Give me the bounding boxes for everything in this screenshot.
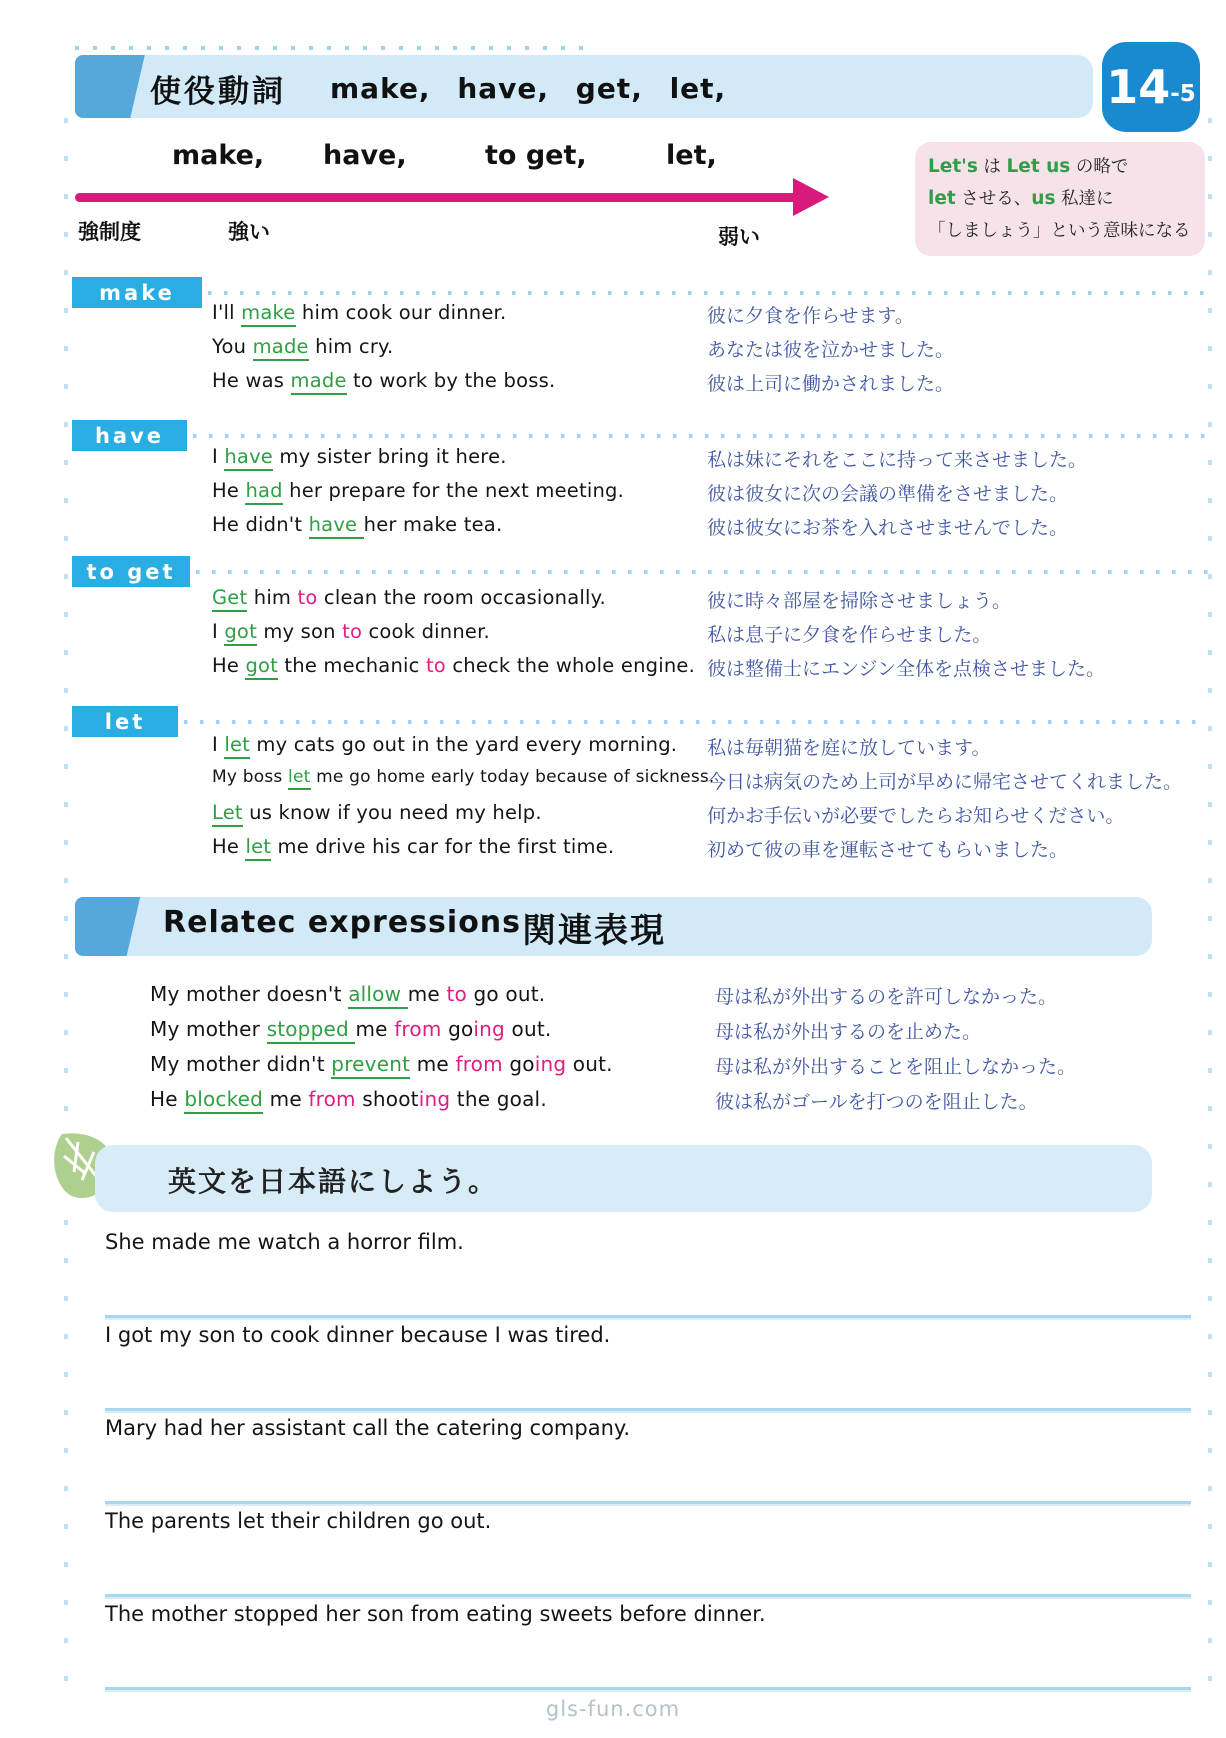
answer-line [105,1501,1191,1504]
sentence-text: He [212,654,246,677]
sentence-text: my son [256,620,343,643]
sentence-text: My mother [150,1017,267,1041]
lesson-number-badge [1102,42,1200,132]
sentence-text: me go home early today because of sickness. [310,767,715,787]
section-dotted-line [208,291,1208,295]
strong-label: 強い [228,220,270,244]
sentence-text: You [212,335,253,358]
section-label-make: make [72,277,202,308]
lesson-number-sub: -5 [1170,81,1196,107]
sentence-text: clean the room occasionally. [317,586,606,609]
site-footer: gls-fun.com [545,1697,681,1721]
keyword-green: got [224,620,257,646]
sentence-text: My mother doesn't [150,982,349,1006]
sentence-ja: 母は私が外出するのを止めた。 [715,1021,982,1043]
exercise-sentence: Mary had her assistant call the catering company. [105,1416,631,1440]
weak-label: 弱い [718,225,760,249]
keyword-pink: ing [473,1017,505,1041]
answer-line [105,1687,1191,1690]
keyword-green: Let's [928,156,978,177]
sentence-text: I [212,620,225,643]
sentence-text: He [212,479,246,502]
sentence-ja: 何かお手伝いが必要でしたらお知らせください。 [707,805,1125,827]
keyword-green: let [288,767,310,790]
top-dotted-border [75,46,587,50]
keyword-pink: to [446,982,467,1006]
sentence-en [150,1087,547,1111]
sentence-ja: 私は毎朝猫を庭に放しています。 [707,737,991,759]
exercise-sentence: The mother stopped her son from eating sweets before dinner. [105,1602,766,1626]
sentence-text: my cats go out in the yard every morning. [250,733,678,756]
section-label-let: let [72,706,178,737]
related-title-en: Relatec expressions [163,905,522,940]
sentence-ja: 彼は私がゴールを打つのを阻止した。 [715,1091,1038,1113]
sentence-text: He was [212,369,291,392]
sentence-text: out. [504,1017,552,1041]
strength-arrow [75,193,799,202]
keyword-pink: to [342,620,363,643]
sentence-text: He [212,835,246,858]
section-label-to-get: to get [72,556,190,587]
sentence-text: 「しましょう」という意味になる [928,221,1191,241]
keyword-green: let [928,188,956,209]
related-banner-corner [75,897,141,956]
sentence-en [212,586,606,609]
keyword-green: had [245,479,282,505]
keyword-green: prevent [331,1052,410,1079]
sentence-text: の略で [1070,157,1129,177]
sentence-text: My boss [212,767,289,787]
sentence-ja: 今日は病気のため上司が早めに帰宅させてくれました。 [707,771,1183,793]
keyword-pink: ing [418,1087,451,1111]
sentence-ja: 母は私が外出することを阻止しなかった。 [715,1056,1077,1078]
sentence-text: to work by the boss. [346,369,556,392]
keyword-green: let [245,835,271,861]
sentence-text: go [502,1052,535,1076]
sentence-text: go [441,1017,474,1041]
note-line [928,183,1192,215]
sentence-en [212,301,506,324]
sentence-text: He [150,1087,185,1111]
sentence-en [212,620,490,643]
sentence-en [212,733,677,756]
keyword-green: make [241,301,295,327]
note-line [928,215,1192,247]
keyword-green: got [245,654,278,680]
keyword-pink: from [308,1087,356,1111]
lesson-number: 14 [1106,60,1171,114]
keyword-green: blocked [184,1087,263,1114]
answer-line [105,1408,1191,1411]
sentence-text: me [410,1052,456,1076]
sentence-en [212,767,715,787]
sentence-text: 私達に [1055,189,1114,209]
sentence-text: は [977,157,1007,177]
sentence-text: go out. [466,982,546,1006]
sentence-text: me [407,982,447,1006]
sentence-ja: 私は息子に夕食を作らせました。 [707,624,992,646]
sentence-text: My mother didn't [150,1052,332,1076]
sentence-text: out. [566,1052,613,1076]
sentence-text: him cook our dinner. [295,301,507,324]
sentence-en [212,654,695,677]
sentence-en [212,369,555,392]
sentence-en [150,982,545,1006]
sentence-text: I'll [212,301,242,324]
scale-word: to get, [485,140,587,171]
sentence-text: her prepare for the next meeting. [282,479,625,502]
keyword-green: allow [348,982,408,1009]
scale-word: make, [172,140,265,171]
keyword-green: have [309,513,364,539]
sentence-text: the goal. [450,1087,547,1111]
section-label-have: have [72,420,187,451]
sentence-ja: 母は私が外出するのを許可しなかった。 [715,986,1058,1008]
answer-line [105,1594,1191,1597]
strength-arrow-head [793,178,829,216]
sentence-text: I [212,445,225,468]
keyword-green: Let us [1006,156,1071,177]
lets-note-box [915,142,1205,256]
sentence-text: cook dinner. [362,620,490,643]
sentence-text: check the whole engine. [445,654,695,677]
sentence-ja: 初めて彼の車を運転させてもらいました。 [707,839,1069,861]
sentence-text: my sister bring it here. [273,445,507,468]
exercise-title: 英文を日本語にしよう。 [168,1165,499,1198]
right-dotted-border [1208,118,1212,1698]
sentence-ja: あなたは彼を泣かせました。 [707,339,955,361]
exercise-sentence: The parents let their children go out. [105,1509,492,1533]
keyword-green: let [224,733,250,759]
scale-word: have, [323,140,407,171]
sentence-text: him [247,586,298,609]
sentence-text: us know if you need my help. [242,801,542,824]
sentence-text: shoot [355,1087,419,1111]
related-title-ja: 関連表現 [522,911,666,951]
sentence-text: her make tea. [363,513,503,536]
sentence-text: させる、 [955,189,1032,209]
sentence-en [212,801,542,824]
sentence-text: him cry. [308,335,394,358]
keyword-pink: ing [534,1052,567,1076]
sentence-text: I [212,733,225,756]
sentence-en [212,513,502,536]
sentence-text: me [263,1087,309,1111]
sentence-ja: 私は妹にそれをここに持って来させました。 [707,449,1088,471]
sentence-ja: 彼は整備士にエンジン全体を点検させました。 [707,658,1106,680]
exercise-sentence: She made me watch a horror film. [105,1230,464,1254]
sentence-en [150,1052,613,1076]
keyword-pink: from [455,1052,503,1076]
keyword-green: us [1031,188,1056,209]
sentence-text: He didn't [212,513,309,536]
sentence-en [212,335,393,358]
keyword-green: made [253,335,309,361]
header-banner-corner [75,55,146,118]
sentence-ja: 彼に夕食を作らせます。 [707,305,914,327]
sentence-en [150,1017,551,1041]
section-dotted-line [196,570,1208,574]
answer-line [105,1315,1191,1318]
page-title-en: make, have, get, let, [330,72,727,105]
sentence-ja: 彼は上司に働かされました。 [707,373,955,395]
sentence-en [212,445,507,468]
keyword-green: Let [212,801,243,827]
sentence-ja: 彼に時々部屋を掃除させましょう。 [707,590,1012,612]
page-title-ja: 使役動詞 [150,74,286,110]
exercise-sentence: I got my son to cook dinner because I was tired. [105,1323,611,1347]
sentence-en [212,835,614,858]
keyword-pink: to [425,654,446,677]
keyword-green: made [291,369,347,395]
sentence-text: me drive his car for the first time. [271,835,615,858]
keyword-green: stopped [267,1017,356,1044]
axis-label: 強制度 [78,220,141,244]
sentence-en [212,479,624,502]
scale-word: let, [666,140,717,171]
keyword-green: Get [212,586,247,612]
sentence-ja: 彼は彼女にお茶を入れさせませんでした。 [707,517,1069,539]
left-dotted-border [64,118,68,1698]
keyword-pink: from [394,1017,442,1041]
keyword-green: have [224,445,273,471]
note-line [928,151,1192,183]
section-dotted-line [193,434,1208,438]
sentence-text: me [355,1017,395,1041]
sentence-ja: 彼は彼女に次の会議の準備をさせました。 [707,483,1069,505]
keyword-pink: to [297,586,318,609]
section-dotted-line [184,720,1208,724]
sentence-text: the mechanic [278,654,426,677]
